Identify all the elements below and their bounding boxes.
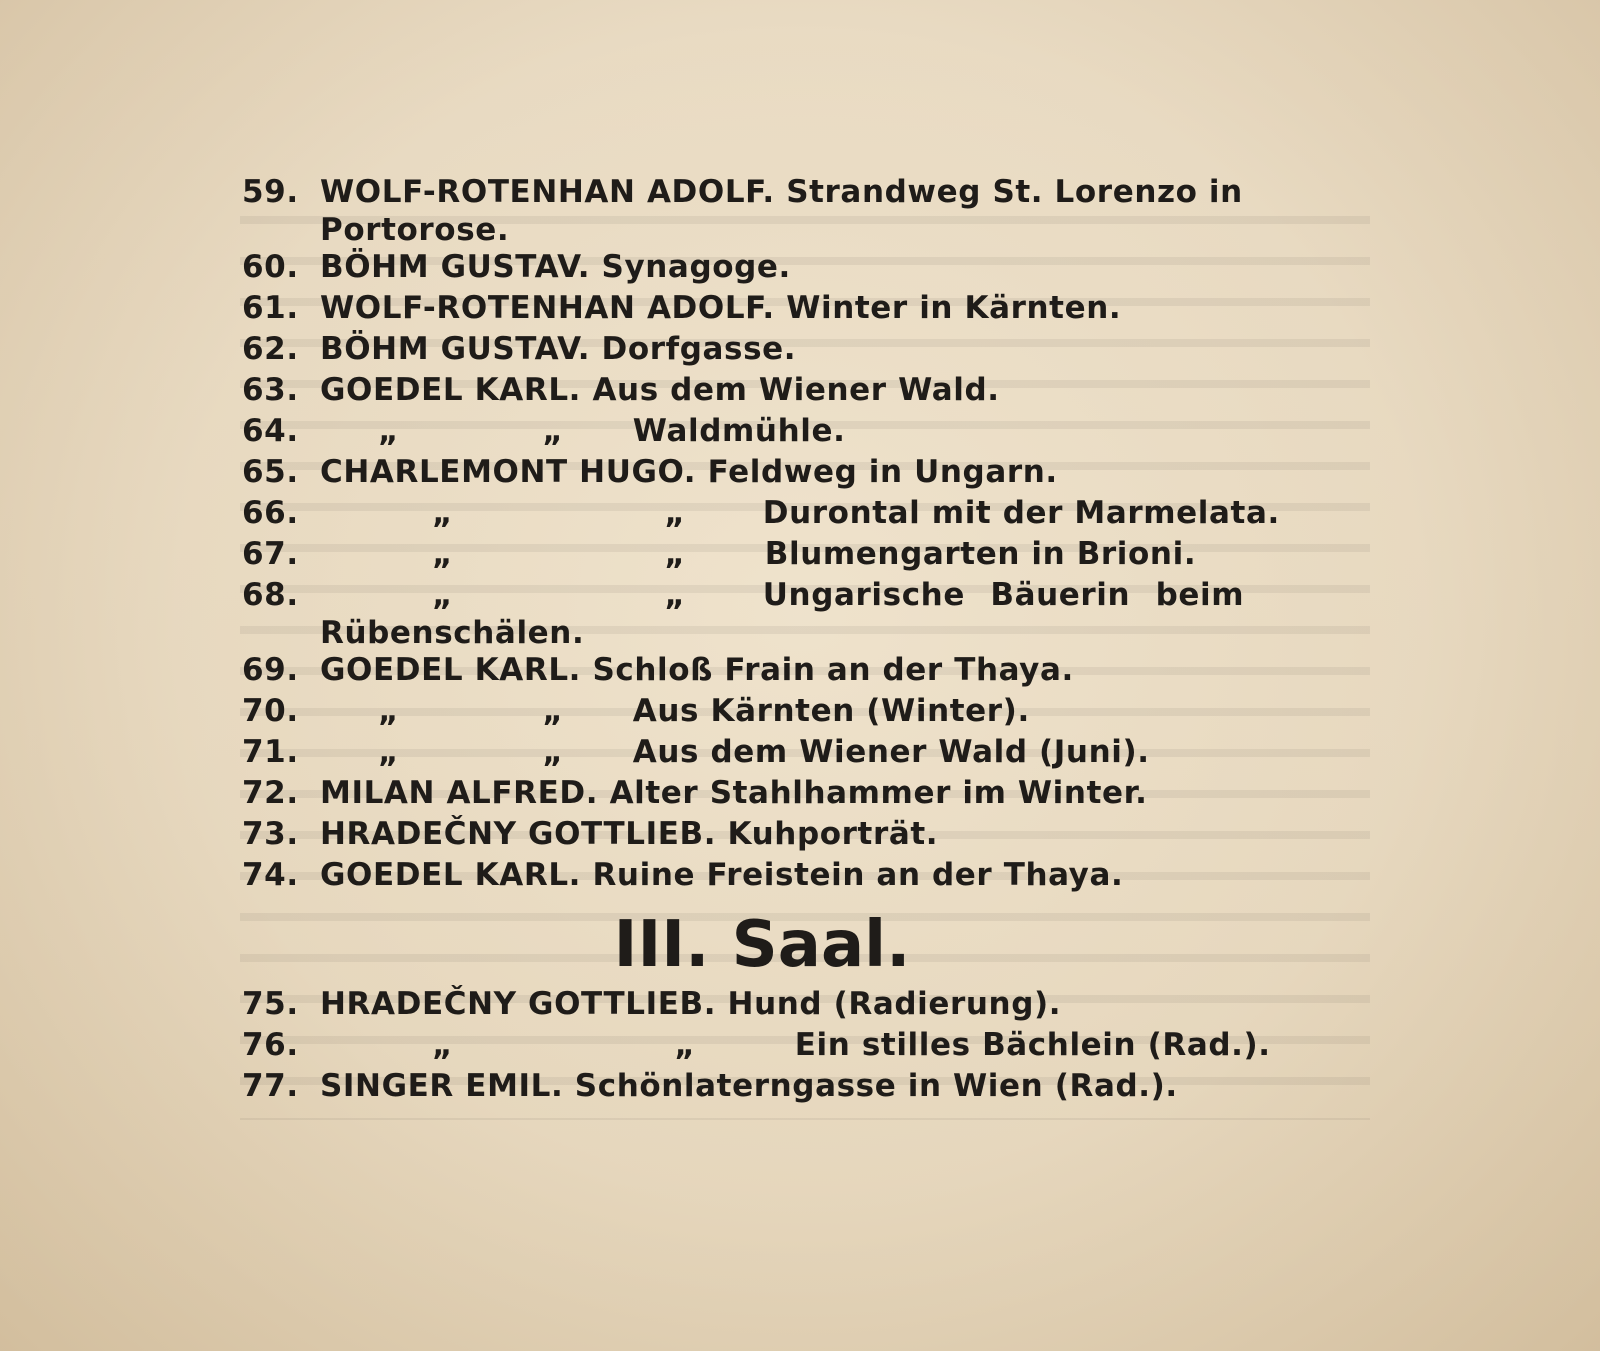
ditto-mark: „ bbox=[378, 693, 399, 729]
catalog-entry bbox=[242, 288, 1377, 329]
artist-name: GOEDEL KARL. bbox=[320, 652, 582, 688]
artwork-title: Kuhporträt. bbox=[727, 816, 939, 852]
ditto-mark: „ bbox=[542, 413, 564, 449]
entry-number: 62. bbox=[242, 331, 299, 367]
artist-name: CHARLEMONT HUGO. bbox=[320, 454, 697, 490]
catalog-entry bbox=[242, 493, 1377, 534]
entry-number: 60. bbox=[242, 249, 299, 285]
catalog-entry bbox=[242, 172, 1377, 247]
artwork-title: Winter in Kärnten. bbox=[786, 290, 1122, 326]
artwork-title-continued: Rübenschälen. bbox=[320, 615, 585, 651]
artist-name: SINGER EMIL. bbox=[320, 1068, 564, 1104]
artist-name: WOLF-ROTENHAN ADOLF. bbox=[320, 174, 775, 210]
ditto-mark: „ bbox=[664, 536, 686, 572]
catalog-entry bbox=[242, 1066, 1377, 1107]
artwork-title: Waldmühle. bbox=[632, 413, 846, 449]
ditto-mark: „ bbox=[378, 734, 399, 770]
artist-name: MILAN ALFRED. bbox=[320, 775, 599, 811]
entry-number: 71. bbox=[242, 734, 299, 770]
entry-number: 73. bbox=[242, 816, 299, 852]
artwork-title: Feldweg in Ungarn. bbox=[707, 454, 1058, 490]
catalog-entry bbox=[242, 773, 1377, 814]
catalog-entry bbox=[242, 984, 1377, 1025]
entry-number: 72. bbox=[242, 775, 299, 811]
hall-heading: III. Saal. bbox=[613, 908, 911, 982]
catalog-entry bbox=[242, 329, 1377, 370]
artist-name: GOEDEL KARL. bbox=[320, 372, 582, 408]
artwork-title: Aus Kärnten (Winter). bbox=[632, 693, 1030, 729]
ditto-mark: „ bbox=[432, 495, 453, 531]
artwork-title: Ruine Freistein an der Thaya. bbox=[592, 857, 1124, 893]
artist-name: HRADEČNY GOTTLIEB. bbox=[320, 986, 717, 1022]
artist-name: HRADEČNY GOTTLIEB. bbox=[320, 816, 717, 852]
catalog-entry bbox=[242, 855, 1377, 896]
ditto-mark: „ bbox=[542, 693, 564, 729]
entry-number: 74. bbox=[242, 857, 299, 893]
catalog-entry bbox=[242, 247, 1377, 288]
artwork-title: Durontal mit der Marmelata. bbox=[762, 495, 1280, 531]
catalog-entry bbox=[242, 732, 1377, 773]
entry-number: 67. bbox=[242, 536, 299, 572]
catalog-entry bbox=[242, 650, 1377, 691]
catalog-entry bbox=[242, 691, 1377, 732]
artist-name: BÖHM GUSTAV. bbox=[320, 331, 591, 367]
artwork-title: Aus dem Wiener Wald (Juni). bbox=[632, 734, 1150, 770]
artwork-title: Synagoge. bbox=[601, 249, 791, 285]
entry-number: 75. bbox=[242, 986, 299, 1022]
artwork-title: Hund (Radierung). bbox=[727, 986, 1062, 1022]
ditto-mark: „ bbox=[542, 734, 564, 770]
catalog-entry bbox=[242, 452, 1377, 493]
entry-number: 70. bbox=[242, 693, 299, 729]
entry-number: 68. bbox=[242, 577, 299, 613]
entry-number: 76. bbox=[242, 1027, 299, 1063]
artist-name: GOEDEL KARL. bbox=[320, 857, 582, 893]
catalog-entry bbox=[242, 534, 1377, 575]
entry-number: 77. bbox=[242, 1068, 299, 1104]
artwork-title: Dorfgasse. bbox=[601, 331, 797, 367]
artwork-title: Strandweg St. Lorenzo in bbox=[786, 174, 1243, 210]
entry-number: 64. bbox=[242, 413, 299, 449]
ditto-mark: „ bbox=[432, 1027, 453, 1063]
entry-number: 61. bbox=[242, 290, 299, 326]
artwork-title: Ungarische Bäuerin beim bbox=[762, 577, 1245, 613]
artwork-title: Schönlaterngasse in Wien (Rad.). bbox=[574, 1068, 1178, 1104]
entry-number: 59. bbox=[242, 174, 299, 210]
ditto-mark: „ bbox=[378, 413, 399, 449]
catalog-list bbox=[242, 172, 1377, 1107]
ditto-mark: „ bbox=[432, 536, 453, 572]
artwork-title-continued: Portorose. bbox=[320, 212, 510, 248]
artwork-title: Schloß Frain an der Thaya. bbox=[592, 652, 1074, 688]
entry-number: 66. bbox=[242, 495, 299, 531]
catalog-entry bbox=[242, 1025, 1377, 1066]
artist-name: WOLF-ROTENHAN ADOLF. bbox=[320, 290, 775, 326]
ditto-mark: „ bbox=[664, 495, 686, 531]
entry-number: 69. bbox=[242, 652, 299, 688]
catalog-entry bbox=[242, 411, 1377, 452]
catalog-entry bbox=[242, 575, 1377, 650]
ditto-mark: „ bbox=[674, 1027, 696, 1063]
artwork-title: Aus dem Wiener Wald. bbox=[592, 372, 1000, 408]
entry-number: 65. bbox=[242, 454, 299, 490]
artwork-title: Blumengarten in Brioni. bbox=[764, 536, 1197, 572]
ditto-mark: „ bbox=[664, 577, 686, 613]
catalog-entry bbox=[242, 814, 1377, 855]
artist-name: BÖHM GUSTAV. bbox=[320, 249, 591, 285]
artwork-title: Alter Stahlhammer im Winter. bbox=[609, 775, 1148, 811]
artwork-title: Ein stilles Bächlein (Rad.). bbox=[794, 1027, 1271, 1063]
catalog-entry bbox=[242, 370, 1377, 411]
entry-number: 63. bbox=[242, 372, 299, 408]
ditto-mark: „ bbox=[432, 577, 453, 613]
